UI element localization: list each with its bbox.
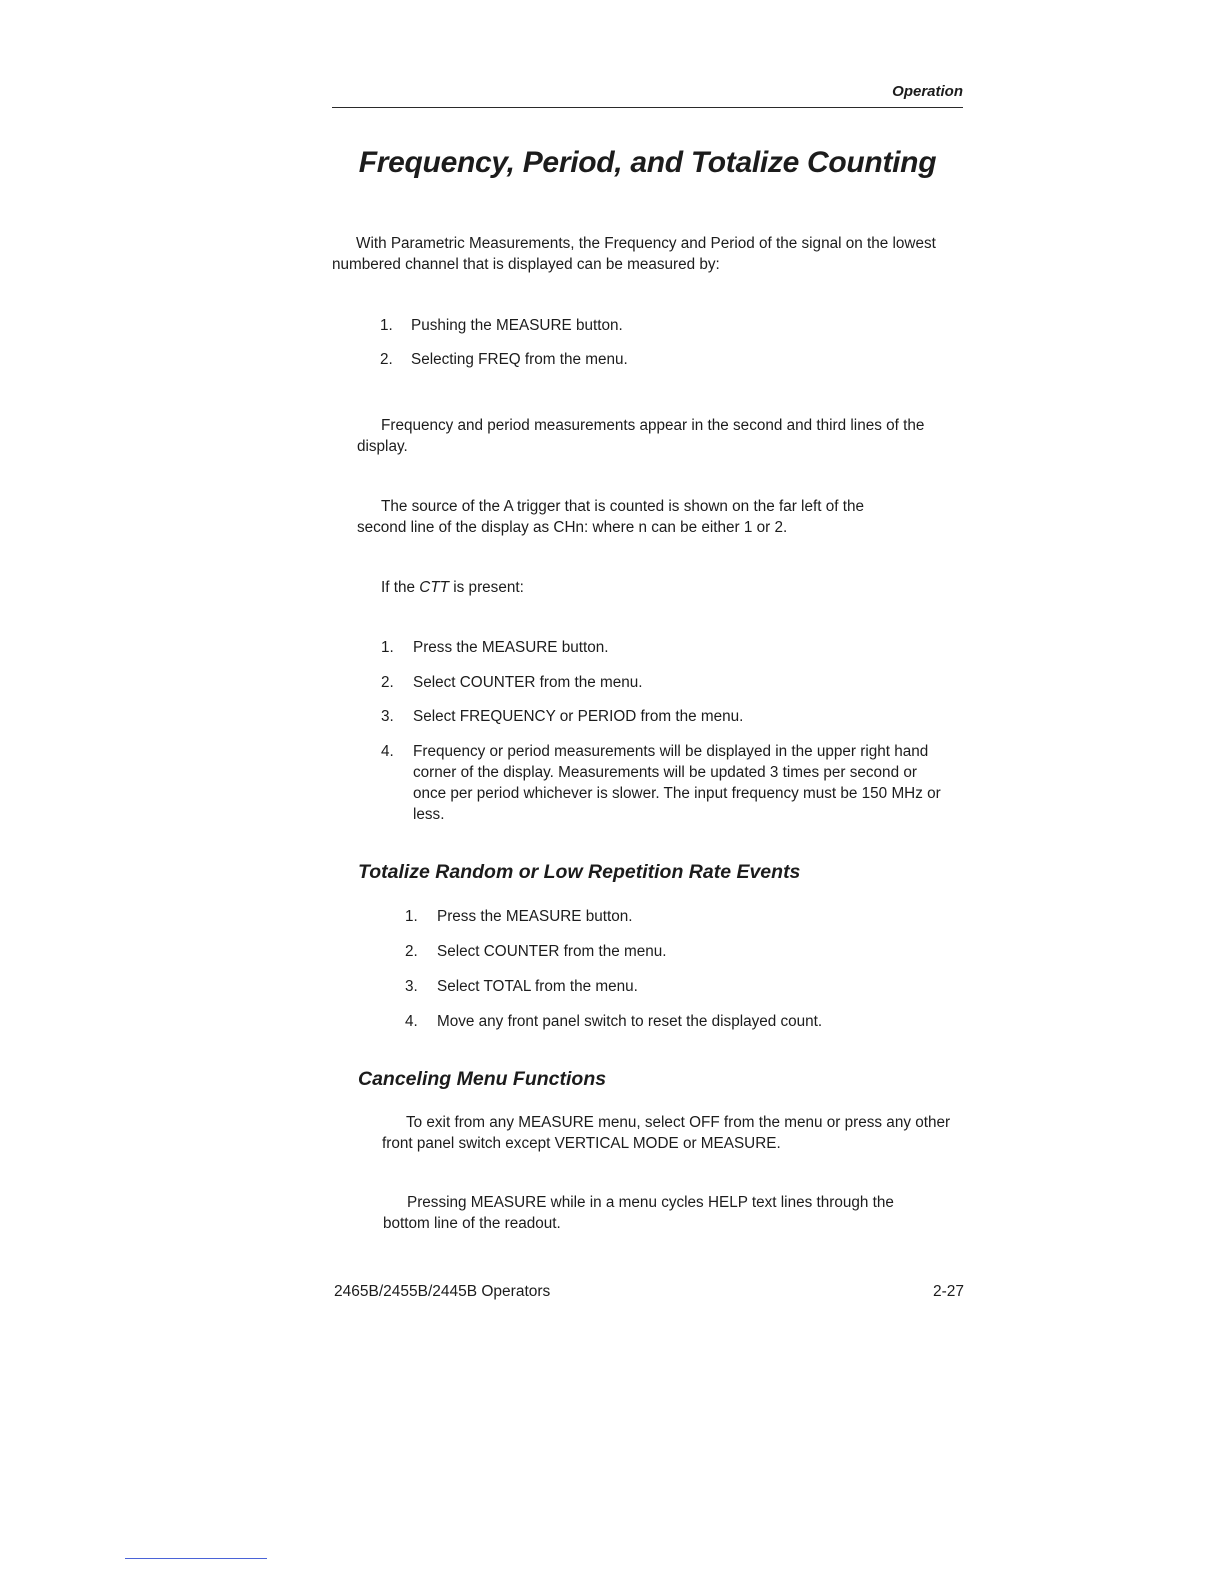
- list-text: Selecting FREQ from the menu.: [411, 351, 628, 368]
- list-text: Pushing the MEASURE button.: [411, 317, 623, 334]
- source-paragraph: The source of the A trigger that is counted is shown on the far left of the second line of the display as CHn: where n can be either 1 or 2.: [357, 498, 864, 536]
- footer-model: 2465B/2455B/2445B Operators: [334, 1283, 551, 1300]
- canceling-heading: Canceling Menu Functions: [358, 1068, 607, 1090]
- list-text: Select FREQUENCY or PERIOD from the menu.: [413, 708, 744, 725]
- totalize-heading: Totalize Random or Low Repetition Rate Events: [358, 861, 801, 883]
- canceling-paragraph-2: Pressing MEASURE while in a menu cycles HELP text lines through the bottom line of the readout.: [383, 1194, 894, 1232]
- list-number: 2.: [405, 943, 418, 960]
- ctt-intro: [381, 577, 681, 598]
- header-rule: [332, 107, 963, 108]
- list-number: 1.: [381, 639, 394, 656]
- list-number: 3.: [405, 978, 418, 995]
- page-title: Frequency, Period, and Totalize Counting: [358, 146, 937, 179]
- list-number: 2.: [380, 351, 393, 368]
- bottom-rule: [125, 1558, 267, 1559]
- list-number: 3.: [381, 708, 394, 725]
- list-number: 4.: [405, 1013, 418, 1030]
- list-text: Select COUNTER from the menu.: [437, 943, 667, 960]
- list-text: Select TOTAL from the menu.: [437, 978, 638, 995]
- list-text: Move any front panel switch to reset the displayed count.: [437, 1013, 823, 1030]
- ctt-term: CTT: [419, 579, 450, 596]
- list-number: 1.: [405, 908, 418, 925]
- footer-page-number: 2-27: [932, 1283, 964, 1300]
- display-paragraph: Frequency and period measurements appear in the second and third lines of the display.: [357, 417, 925, 455]
- intro-paragraph: With Parametric Measurements, the Frequency and Period of the signal on the lowest numbered channel that is displayed can be measured by:: [332, 235, 936, 273]
- list-text: Frequency or period measurements will be displayed in the upper right hand corner of the display. Measurements will be updated 3 times per second or once per period whichever is slower. The input frequency must be 150 MHz or less.: [413, 743, 941, 823]
- canceling-paragraph-1: To exit from any MEASURE menu, select OFF from the menu or press any other front panel switch except VERTICAL MODE or MEASURE.: [382, 1114, 951, 1152]
- list-number: 1.: [380, 317, 393, 334]
- list-text: Press the MEASURE button.: [437, 908, 633, 925]
- ctt-intro-suffix: is present:: [449, 579, 524, 596]
- list-number: 2.: [381, 674, 394, 691]
- list-text: Select COUNTER from the menu.: [413, 674, 643, 691]
- running-header: Operation: [892, 83, 963, 100]
- ctt-intro-prefix: If the: [381, 579, 420, 596]
- list-number: 4.: [381, 743, 394, 760]
- list-text: Press the MEASURE button.: [413, 639, 609, 656]
